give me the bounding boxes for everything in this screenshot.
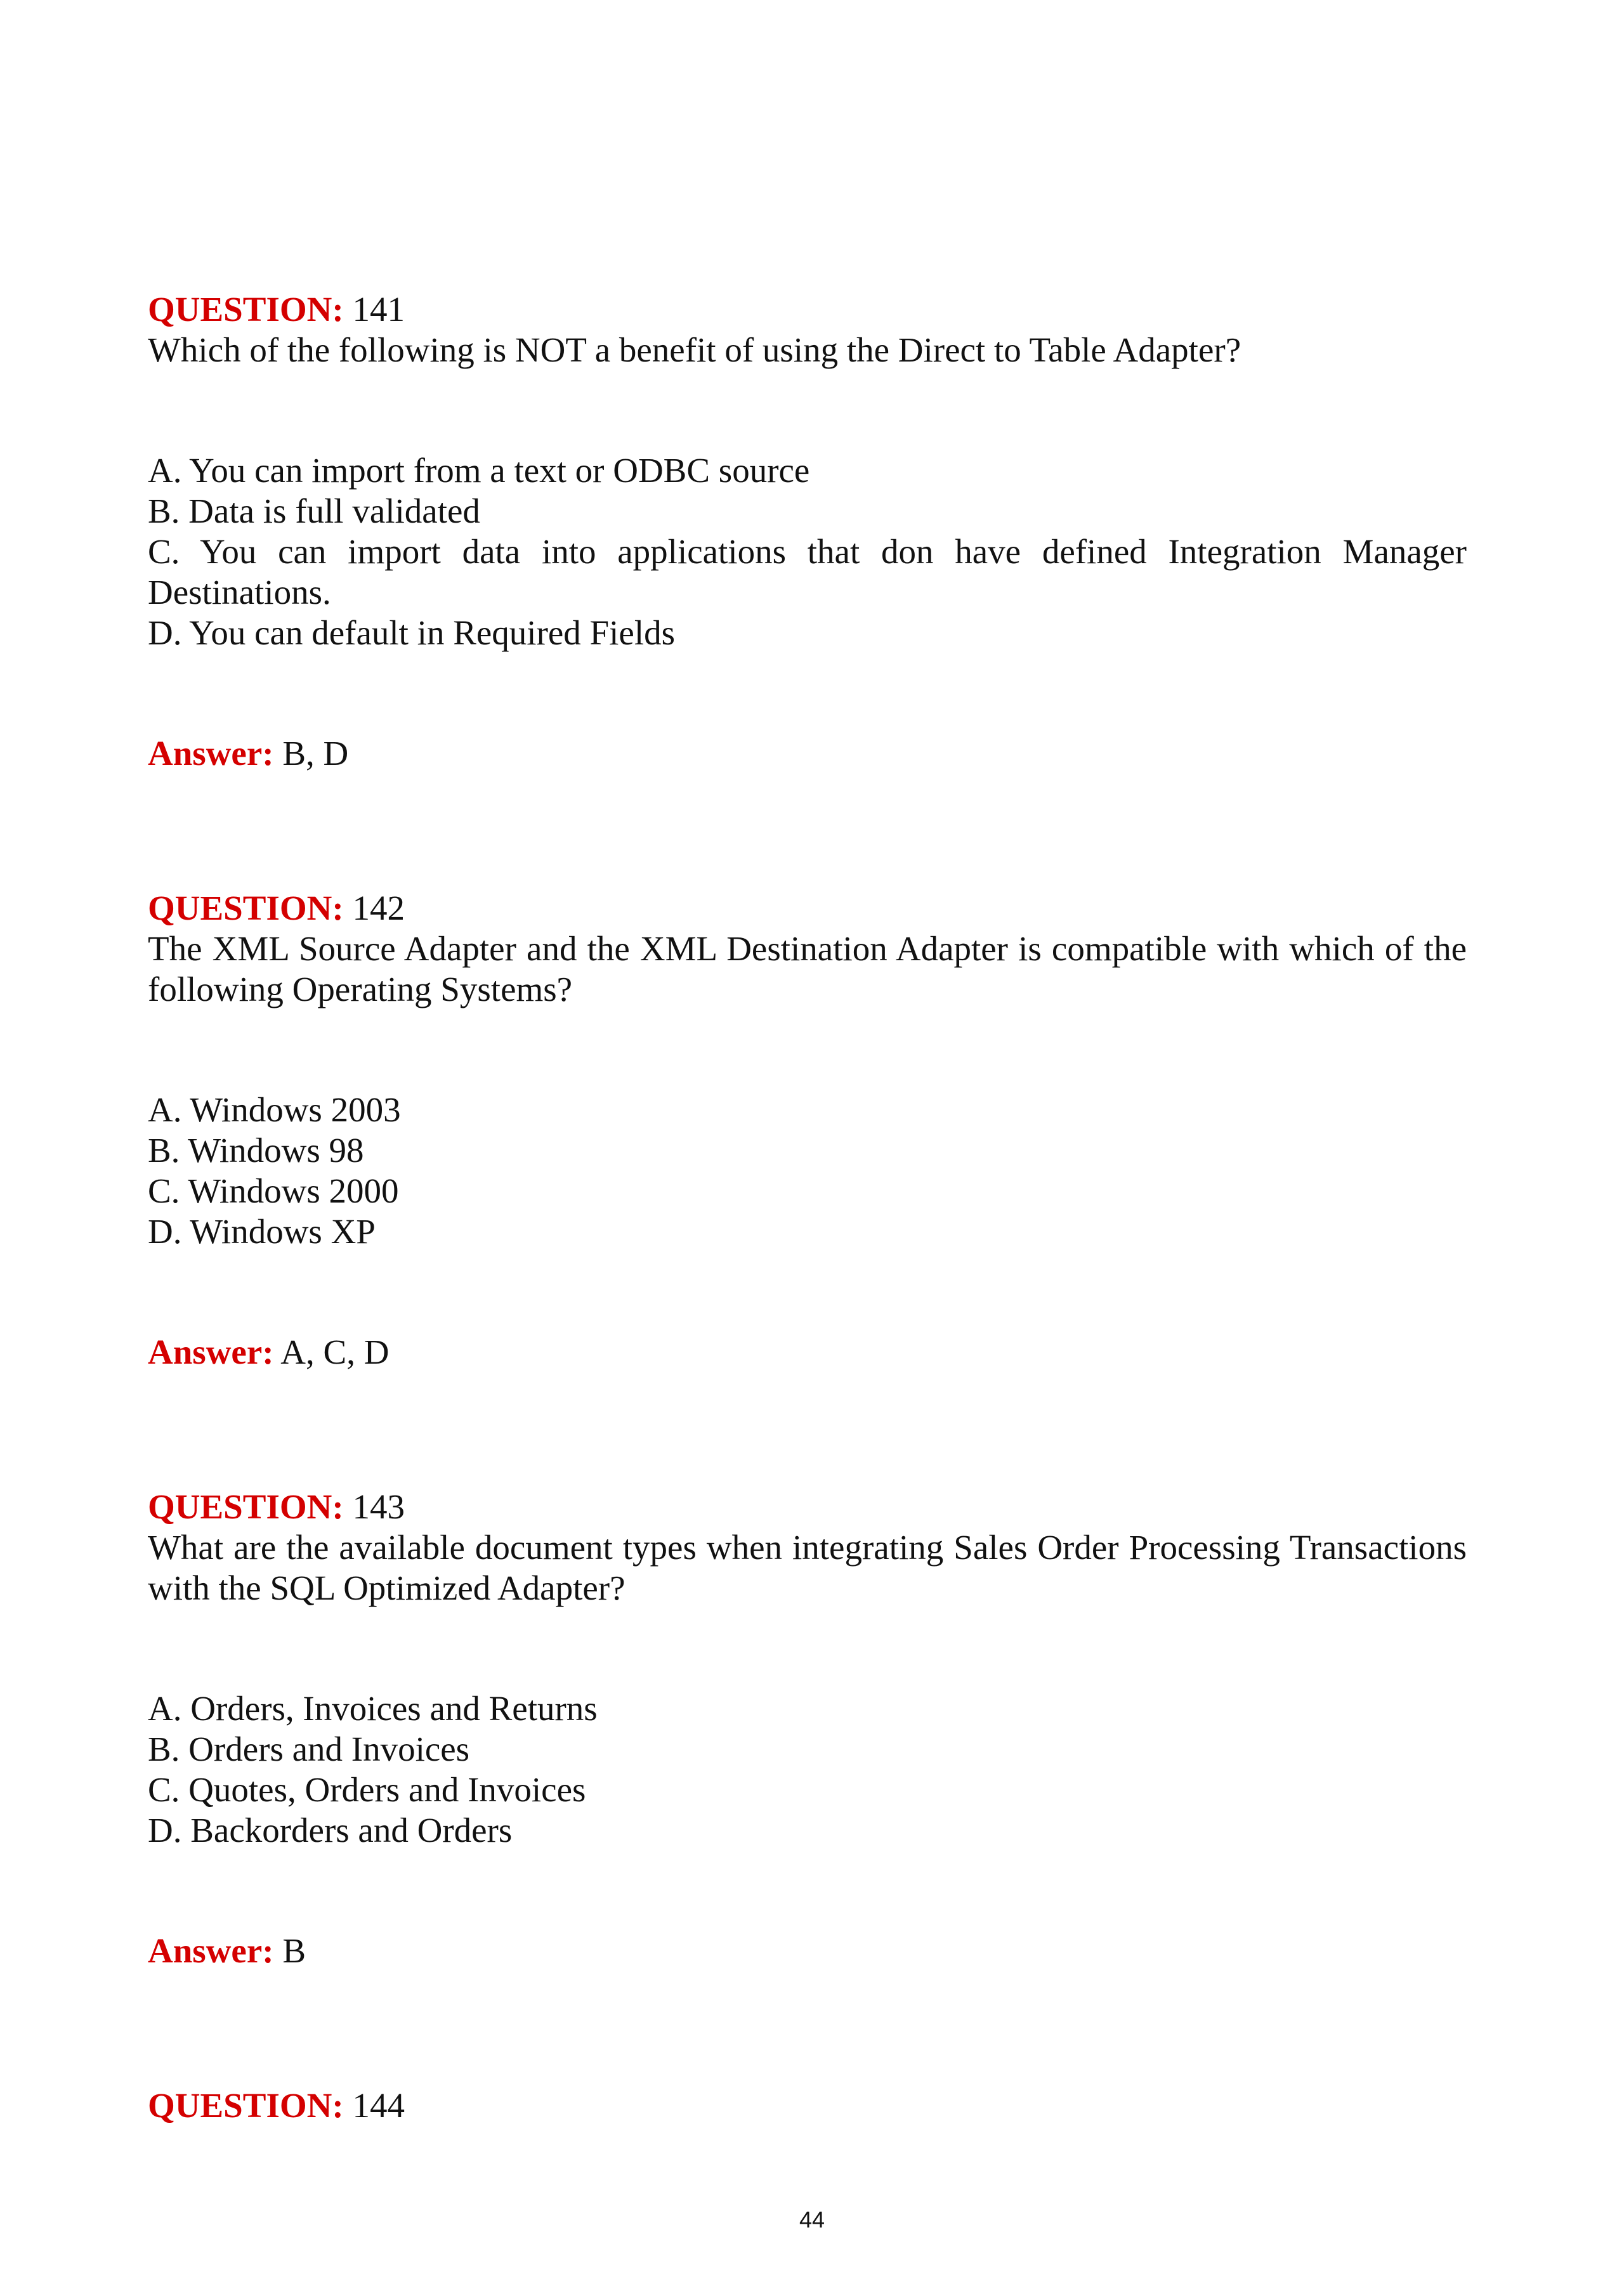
option-d: D. Windows XP bbox=[148, 1212, 376, 1251]
question-label: QUESTION: bbox=[148, 290, 344, 329]
question-heading bbox=[148, 2085, 1467, 2126]
option-b: B. Windows 98 bbox=[148, 1131, 364, 1170]
question-block-143 bbox=[148, 1487, 1467, 1971]
answer-label: Answer: bbox=[148, 1931, 274, 1970]
answer-label: Answer: bbox=[148, 1333, 274, 1371]
question-number: 144 bbox=[352, 2086, 405, 2125]
question-number: 141 bbox=[352, 290, 405, 329]
question-block-141 bbox=[148, 289, 1467, 774]
question-label: QUESTION: bbox=[148, 2086, 344, 2125]
question-label: QUESTION: bbox=[148, 1487, 344, 1526]
question-heading bbox=[148, 1487, 1467, 1527]
answer-options bbox=[148, 1688, 1467, 1851]
page-number: 44 bbox=[799, 2207, 825, 2233]
option-c: C. Windows 2000 bbox=[148, 1171, 399, 1210]
question-block-144 bbox=[148, 2085, 1467, 2126]
question-heading bbox=[148, 888, 1467, 929]
answer-line bbox=[148, 1332, 1467, 1373]
answer-value: B bbox=[282, 1931, 306, 1970]
answer-line bbox=[148, 1931, 1467, 1971]
option-a: A. Orders, Invoices and Returns bbox=[148, 1689, 598, 1728]
option-a: A. You can import from a text or ODBC source bbox=[148, 451, 810, 490]
question-label: QUESTION: bbox=[148, 889, 344, 927]
option-a: A. Windows 2003 bbox=[148, 1090, 401, 1129]
question-text: Which of the following is NOT a benefit of using the Direct to Table Adapter? bbox=[148, 330, 1241, 369]
question-text: The XML Source Adapter and the XML Destination Adapter is compatible with which of the following Operating Systems? bbox=[148, 929, 1467, 1008]
answer-value: B, D bbox=[282, 734, 349, 773]
answer-line bbox=[148, 733, 1467, 774]
option-c: C. Quotes, Orders and Invoices bbox=[148, 1770, 586, 1809]
option-b: B. Data is full validated bbox=[148, 492, 480, 530]
answer-options bbox=[148, 1090, 1467, 1252]
option-b: B. Orders and Invoices bbox=[148, 1730, 470, 1768]
answer-options bbox=[148, 450, 1467, 653]
question-number: 143 bbox=[352, 1487, 405, 1526]
page-content bbox=[148, 289, 1467, 2240]
option-d: D. You can default in Required Fields bbox=[148, 613, 676, 652]
option-d: D. Backorders and Orders bbox=[148, 1811, 513, 1849]
answer-label: Answer: bbox=[148, 734, 274, 773]
answer-value: A, C, D bbox=[280, 1333, 390, 1371]
question-number: 142 bbox=[352, 889, 405, 927]
option-c: C. You can import data into applications that don have defined Integration Manager Destinations. bbox=[148, 532, 1467, 611]
question-text: What are the available document types when integrating Sales Order Processing Transactions with the SQL Optimized Adapter? bbox=[148, 1528, 1467, 1607]
question-heading bbox=[148, 289, 1467, 330]
question-block-142 bbox=[148, 888, 1467, 1373]
